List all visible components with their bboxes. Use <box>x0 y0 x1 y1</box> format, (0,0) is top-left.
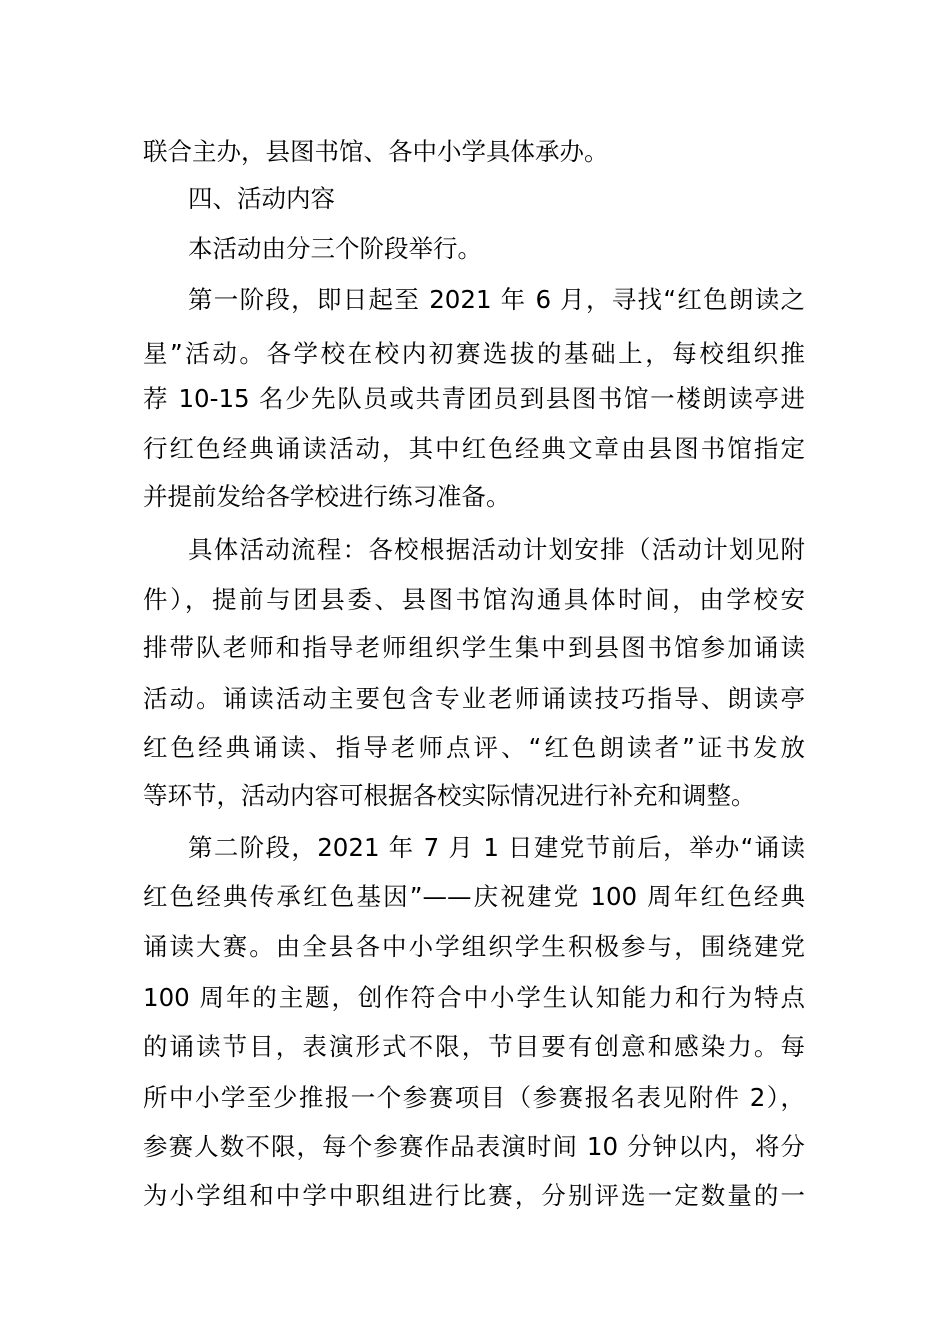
section-heading: 四、活动内容 <box>188 184 335 213</box>
body-text-line: 荐 10-15 名少先队员或共青团员到县图书馆一楼朗读亭进 <box>143 384 805 413</box>
body-text-line: 的诵读节目，表演形式不限，节目要有创意和感染力。每 <box>143 1032 805 1061</box>
body-text-line: 具体活动流程：各校根据活动计划安排（活动计划见附 <box>188 535 805 564</box>
body-text-line: 诵读大赛。由全县各中小学组织学生积极参与，围绕建党 <box>143 932 805 961</box>
body-text-line: 为小学组和中学中职组进行比赛，分别评选一定数量的一 <box>143 1181 805 1210</box>
body-text-line: 星”活动。各学校在校内初赛选拔的基础上，每校组织推 <box>143 339 805 368</box>
body-text-line: 所中小学至少推报一个参赛项目（参赛报名表见附件 2）， <box>143 1083 805 1112</box>
body-text-line: 参赛人数不限，每个参赛作品表演时间 10 分钟以内，将分 <box>143 1132 805 1161</box>
body-text-line: 活动。诵读活动主要包含专业老师诵读技巧指导、朗读亭 <box>143 684 805 713</box>
body-text-line: 联合主办，县图书馆、各中小学具体承办。 <box>143 137 609 166</box>
body-text-line: 100 周年的主题，创作符合中小学生认知能力和行为特点 <box>143 983 805 1012</box>
body-text-line: 并提前发给各学校进行练习准备。 <box>143 482 511 511</box>
body-text-line: 第二阶段，2021 年 7 月 1 日建党节前后，举办“诵读 <box>188 833 805 862</box>
body-text-line: 本活动由分三个阶段举行。 <box>188 234 482 263</box>
body-text-line: 件），提前与团县委、县图书馆沟通具体时间，由学校安 <box>143 585 805 614</box>
body-text-line: 第一阶段，即日起至 2021 年 6 月，寻找“红色朗读之 <box>188 285 805 314</box>
body-text-line: 红色经典诵读、指导老师点评、“红色朗读者”证书发放 <box>143 733 805 762</box>
body-text-line: 等环节，活动内容可根据各校实际情况进行补充和调整。 <box>143 781 756 810</box>
body-text-line: 红色经典传承红色基因”——庆祝建党 100 周年红色经典 <box>143 882 805 911</box>
body-text-line: 排带队老师和指导老师组织学生集中到县图书馆参加诵读 <box>143 633 805 662</box>
body-text-line: 行红色经典诵读活动，其中红色经典文章由县图书馆指定 <box>143 434 805 463</box>
